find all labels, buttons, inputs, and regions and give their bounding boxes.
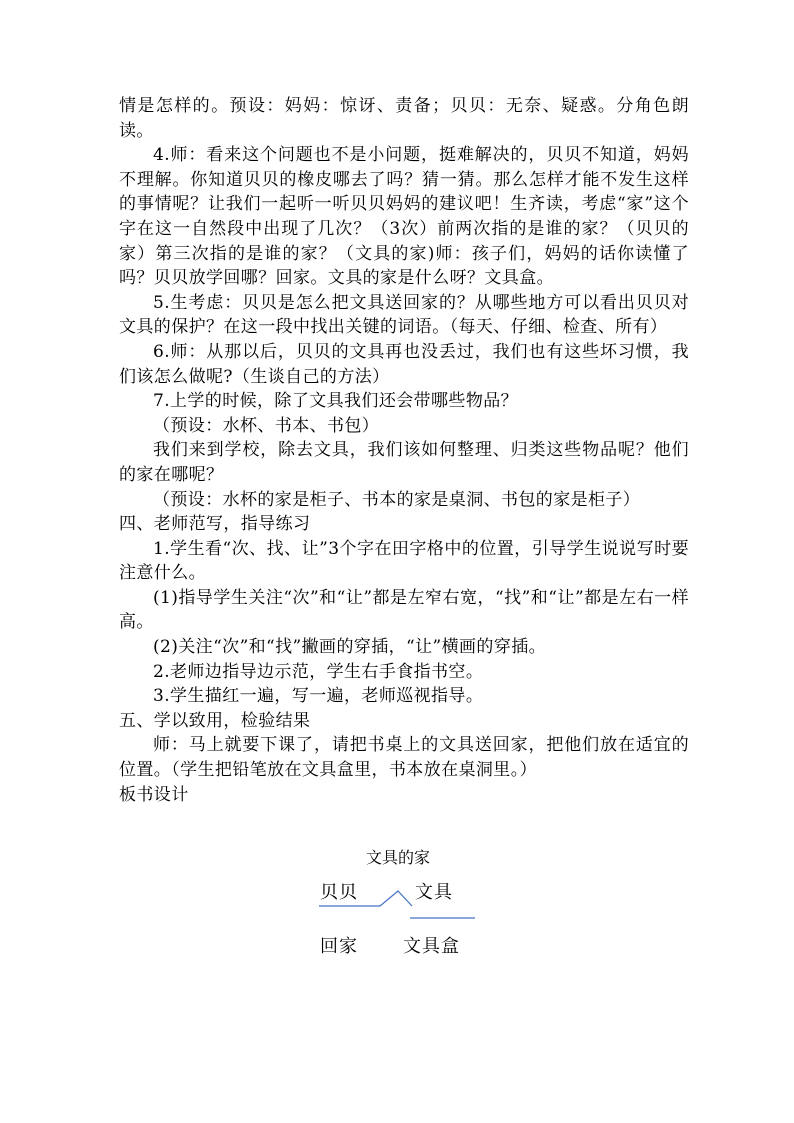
body-paragraph: 5.生考虑：贝贝是怎么把文具送回家的？从哪些地方可以看出贝贝对文具的保护？在这一段中找出关键的词语。（每天、仔细、检查、所有） (119, 292, 689, 338)
body-paragraph: (2)关注“次”和“找”撇画的穿插，“让”横画的穿插。 (153, 637, 547, 658)
body-paragraph: 我们来到学校，除去文具，我们该如何整理、归类这些物品呢？他们的家在哪呢？ (119, 440, 689, 485)
body-paragraph: 6.师：从那以后，贝贝的文具再也没丢过，我们也有这些坏习惯，我们该怎么做呢?（生谈自己的方法） (119, 341, 689, 387)
body-paragraph: 2.老师边指导边示范，学生右手食指书空。 (153, 661, 484, 682)
body-paragraph: （预设：水杯、书本、书包） (153, 415, 380, 436)
board-word-wenju: 文具 (415, 882, 453, 903)
body-paragraph: （预设：水杯的家是柜子、书本的家是桌洞、书包的家是柜子） (153, 489, 641, 510)
body-paragraph: 7.上学的时候，除了文具我们还会带哪些物品？ (153, 391, 519, 412)
body-paragraph: 师：马上就要下课了，请把书桌上的文具送回家，把他们放在适宜的位置。（学生把铅笔放在文具盒里，书本放在桌洞里。） (119, 735, 689, 781)
body-paragraph: 板书设计 (119, 784, 189, 805)
board-word-huijia: 回家 (320, 936, 358, 957)
body-text (119, 94, 689, 807)
board-word-beibei: 贝贝 (320, 882, 358, 903)
board-word-wenjuhe: 文具盒 (403, 936, 460, 957)
body-paragraph: 3.学生描红一遍，写一遍，老师巡视指导。 (153, 686, 484, 707)
body-paragraph: 五、学以致用，检验结果 (119, 710, 311, 731)
body-paragraph: (1)指导学生关注“次”和“让”都是左窄右宽，“找”和“让”都是左右一样高。 (119, 587, 689, 633)
body-paragraph: 四、老师范写，指导练习 (119, 514, 311, 535)
board-title: 文具的家 (366, 848, 431, 867)
body-paragraph: 4.师：看来这个问题也不是小问题，挺难解决的，贝贝不知道，妈妈不理解。你知道贝贝的橡皮哪去了吗？猜一猜。那么怎样才能不发生这样的事情呢？让我们一起听一听贝贝妈妈的建议吧！生齐读，考虑“家”这个字在这一自然段中出现了几次？（3次）前两次指的是谁的家？（贝贝的家）第三次指的是谁的家？（文具的家)师：孩子们，妈妈的话你读懂了吗？贝贝放学回哪？回家。文具的家是什么呀？文具盒。 (119, 145, 689, 289)
body-paragraph: 1.学生看“次、找、让”3个字在田字格中的位置，引导学生说说写时要注意什么。 (119, 538, 689, 584)
body-paragraph: 情是怎样的。预设：妈妈：惊讶、责备；贝贝：无奈、疑惑。分角色朗读。 (119, 96, 689, 141)
